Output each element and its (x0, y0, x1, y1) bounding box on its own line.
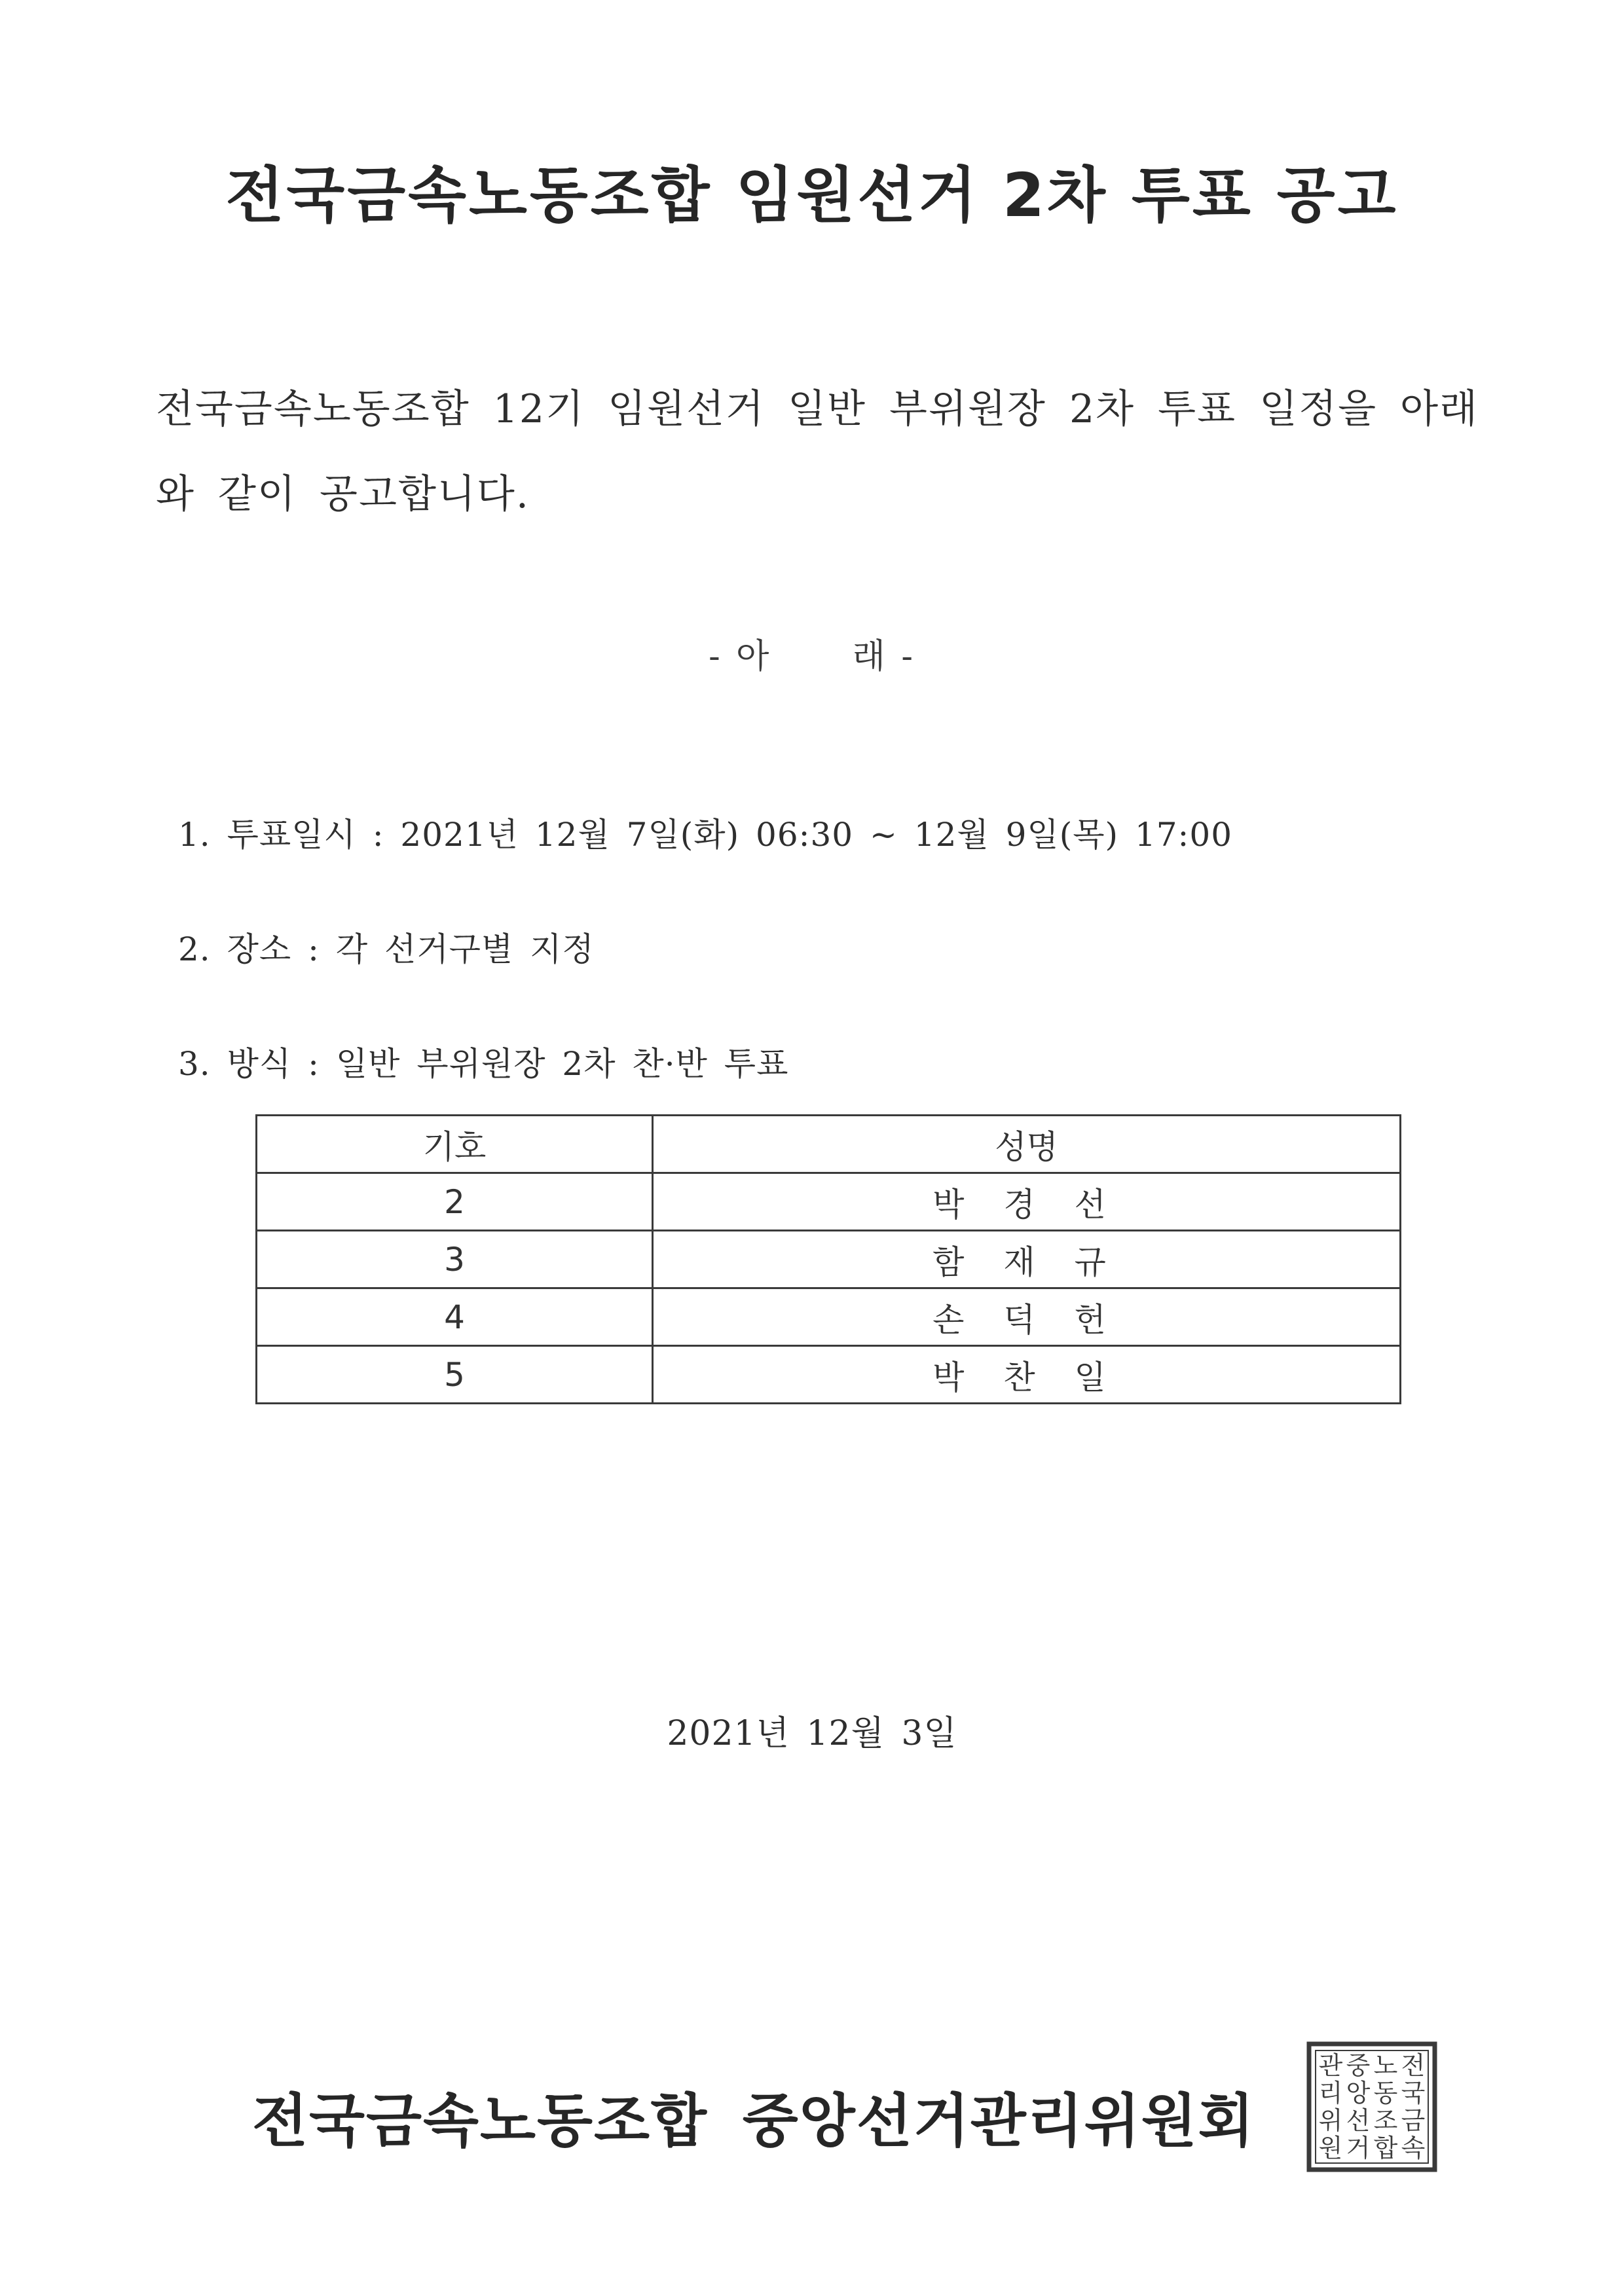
seal-glyph: 금 (1401, 2106, 1426, 2135)
section-heading: - 아 래 - (709, 637, 915, 676)
candidate-name: 손 덕 헌 (653, 1288, 1401, 1346)
header-name: 성명 (653, 1116, 1401, 1173)
seal-glyph: 속 (1401, 2134, 1426, 2162)
seal-glyph: 합 (1373, 2134, 1398, 2162)
seal-glyph: 관 (1318, 2051, 1343, 2080)
seal-glyph: 위 (1318, 2106, 1343, 2135)
candidate-name: 박 경 선 (653, 1173, 1401, 1231)
item-method: 3. 방식 : 일반 부위원장 2차 찬·반 투표 (178, 1045, 789, 1083)
table-header-row (257, 1116, 1401, 1173)
seal-glyph: 앙 (1346, 2079, 1371, 2107)
candidate-name: 함 재 규 (653, 1231, 1401, 1288)
candidate-number: 5 (257, 1346, 653, 1404)
candidate-number: 4 (257, 1288, 653, 1346)
table-row (257, 1173, 1401, 1231)
seal-glyph: 선 (1346, 2106, 1371, 2135)
issuer-name: 전국금속노동조합 중앙선거관리위원회 (252, 2087, 1255, 2155)
candidate-number: 2 (257, 1173, 653, 1231)
table-row (257, 1288, 1401, 1346)
item-location: 2. 장소 : 각 선거구별 지정 (178, 930, 595, 968)
seal-glyph: 거 (1346, 2134, 1371, 2162)
candidates-table (255, 1114, 1401, 1404)
seal-glyph: 중 (1346, 2051, 1371, 2080)
item-voting-period: 1. 투표일시 : 2021년 12월 7일(화) 06:30 ~ 12월 9일(목) 17:00 (178, 816, 1233, 854)
seal-glyph: 원 (1318, 2134, 1343, 2162)
seal-glyph: 전 (1401, 2051, 1426, 2080)
candidate-number: 3 (257, 1231, 653, 1288)
seal-glyph: 동 (1373, 2079, 1398, 2107)
header-number: 기호 (257, 1116, 653, 1173)
seal-glyph: 리 (1318, 2079, 1343, 2107)
candidate-name: 박 찬 일 (653, 1346, 1401, 1404)
seal-glyph: 국 (1401, 2079, 1426, 2107)
issue-date: 2021년 12월 3일 (667, 1714, 957, 1753)
official-seal-icon (1306, 2041, 1437, 2172)
seal-glyph: 노 (1373, 2051, 1398, 2080)
notice-title: 전국금속노동조합 임원선거 2차 투표 공고 (225, 160, 1399, 230)
intro-paragraph: 전국금속노동조합 12기 임원선거 일반 부위원장 2차 투표 일정을 아래와 같이 공고합니다. (156, 386, 1479, 517)
table-row (257, 1346, 1401, 1404)
table-row (257, 1231, 1401, 1288)
seal-glyph: 조 (1373, 2106, 1398, 2135)
